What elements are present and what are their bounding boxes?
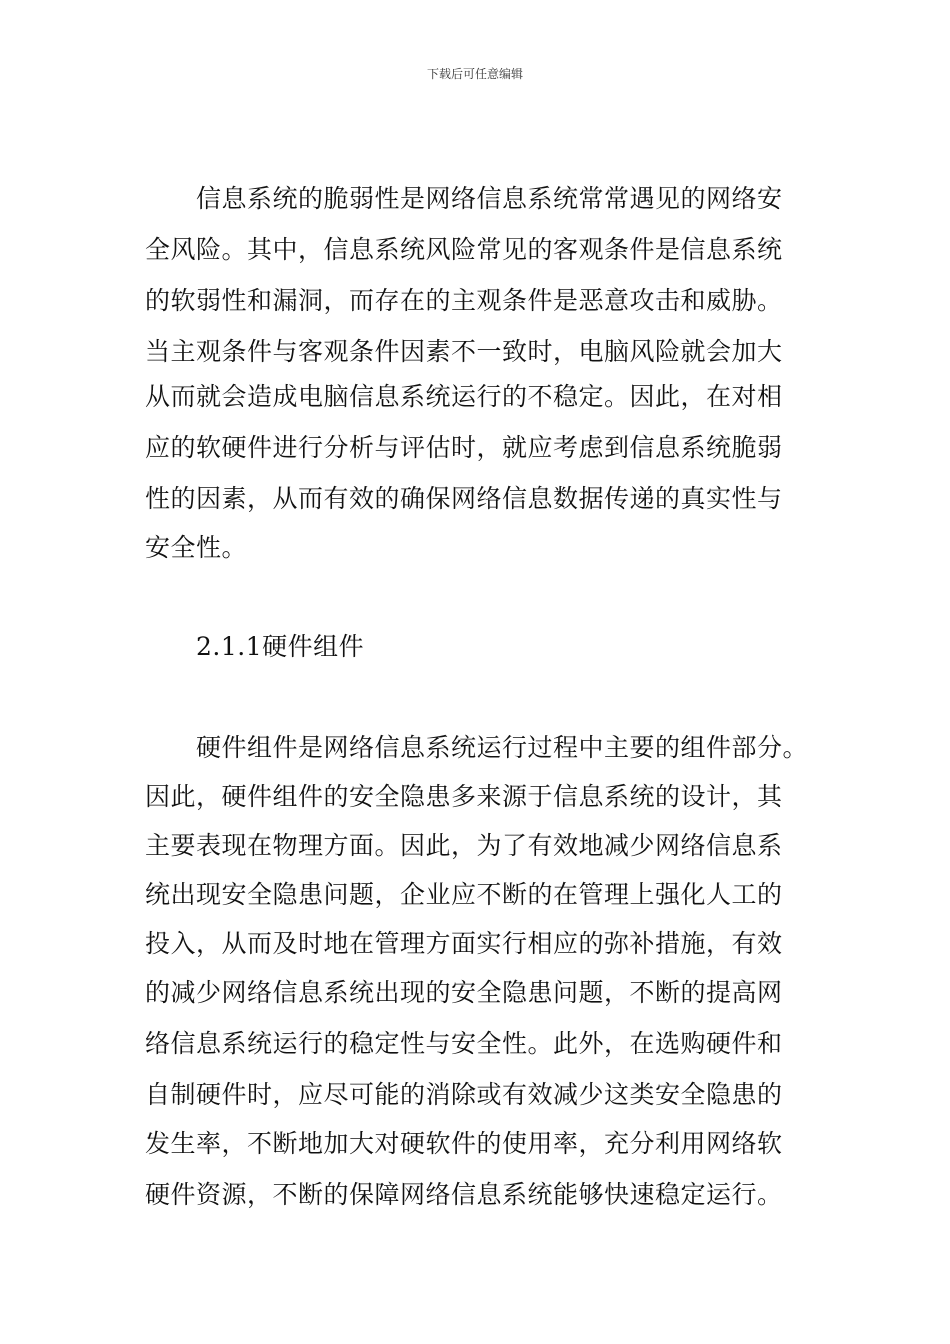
paragraph-line: 投入，从而及时地在管理方面实行相应的弥补措施，有效 bbox=[145, 929, 783, 958]
paragraph-line: 从而就会造成电脑信息系统运行的不稳定。因此，在对相 bbox=[145, 382, 783, 411]
paragraph-line: 因此，硬件组件的安全隐患多来源于信息系统的设计，其 bbox=[145, 782, 783, 811]
paragraph-line: 的软弱性和漏洞，而存在的主观条件是恶意攻击和威胁。 bbox=[145, 286, 783, 315]
paragraph-line: 全风险。其中，信息系统风险常见的客观条件是信息系统 bbox=[145, 235, 783, 264]
section-heading: 2.1.1硬件组件 bbox=[196, 632, 365, 661]
paragraph-line: 应的软硬件进行分析与评估时，就应考虑到信息系统脆弱 bbox=[145, 433, 783, 462]
paragraph-line: 络信息系统运行的稳定性与安全性。此外，在选购硬件和 bbox=[145, 1029, 783, 1058]
paragraph-line: 的减少网络信息系统出现的安全隐患问题，不断的提高网 bbox=[145, 978, 783, 1007]
paragraph-line: 统出现安全隐患问题，企业应不断的在管理上强化人工的 bbox=[145, 880, 783, 909]
paragraph-line: 安全性。 bbox=[145, 533, 248, 562]
paragraph-line: 发生率，不断地加大对硬软件的使用率，充分利用网络软 bbox=[145, 1129, 783, 1158]
paragraph-line: 主要表现在物理方面。因此，为了有效地减少网络信息系 bbox=[145, 831, 783, 860]
page-header: 下载后可任意编辑 bbox=[426, 67, 523, 81]
paragraph-line: 自制硬件时，应尽可能的消除或有效减少这类安全隐患的 bbox=[145, 1080, 783, 1109]
paragraph-line: 当主观条件与客观条件因素不一致时，电脑风险就会加大 bbox=[145, 337, 783, 366]
paragraph-line: 硬件组件是网络信息系统运行过程中主要的组件部分。 bbox=[196, 733, 809, 762]
paragraph-line: 性的因素，从而有效的确保网络信息数据传递的真实性与 bbox=[145, 484, 783, 513]
paragraph-line: 信息系统的脆弱性是网络信息系统常常遇见的网络安 bbox=[196, 184, 783, 213]
paragraph-line: 硬件资源，不断的保障网络信息系统能够快速稳定运行。 bbox=[145, 1180, 783, 1209]
